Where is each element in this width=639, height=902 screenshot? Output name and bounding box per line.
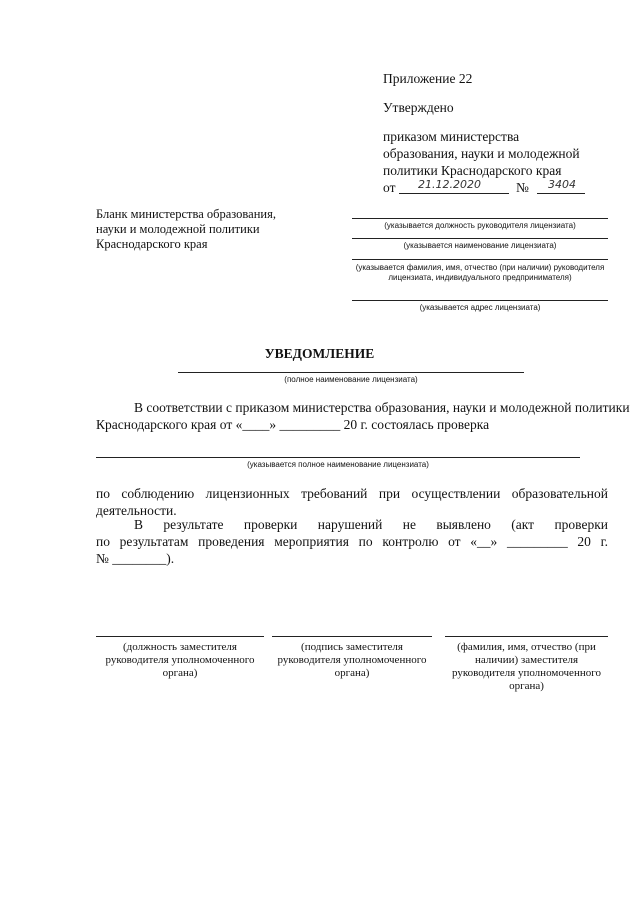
signature-position-line xyxy=(96,636,264,637)
order-number-handwritten: 3404 xyxy=(548,178,576,191)
para2-line-2: деятельности. xyxy=(96,503,177,518)
recipient-fio-line xyxy=(352,259,608,260)
full-name-caption: (полное наименование лицензиата) xyxy=(284,375,418,384)
order-line-1: приказом министерства xyxy=(383,129,520,144)
signature-position-caption-2: руководителя уполномоченного xyxy=(105,654,255,666)
recipient-name-line xyxy=(352,238,608,239)
full-name-line-2 xyxy=(96,457,580,458)
signature-fio-caption-1: (фамилия, имя, отчество (при xyxy=(457,641,596,653)
full-name-line xyxy=(178,372,524,373)
para3-line-1: В результате проверки нарушений не выявлено (акт проверки xyxy=(134,517,608,532)
notice-title: УВЕДОМЛЕНИЕ xyxy=(264,346,375,361)
para3-line-3: № ________). xyxy=(96,551,175,566)
signature-fio-caption xyxy=(445,641,608,693)
order-number-underline xyxy=(537,193,585,194)
order-number-label: № xyxy=(516,180,529,195)
signature-sign-caption-2: руководителя уполномоченного xyxy=(277,654,427,666)
recipient-position-line xyxy=(352,218,608,219)
letterhead-line-2: науки и молодежной политики xyxy=(96,222,260,236)
signature-fio-caption-3: руководителя уполномоченного xyxy=(452,667,601,679)
signature-sign-caption-3: органа) xyxy=(334,667,370,679)
order-date-underline xyxy=(399,193,509,194)
recipient-name-caption: (указывается наименование лицензиата) xyxy=(403,241,557,250)
letterhead-line-1: Бланк министерства образования, xyxy=(96,207,276,221)
para1-line-2: Краснодарского края от «____» _________ 20 г. состоялась проверка xyxy=(96,417,490,432)
letterhead-line-3: Краснодарского края xyxy=(96,237,208,251)
recipient-address-line xyxy=(352,300,608,301)
para1-line-1: В соответствии с приказом министерства образования, науки и молодежной политики xyxy=(134,400,630,415)
signature-sign-caption xyxy=(272,641,432,680)
signature-fio-line xyxy=(445,636,608,637)
appendix-title: Приложение 22 xyxy=(383,71,473,86)
para2-line-1: по соблюдению лицензионных требований при осуществлении образовательной xyxy=(96,486,608,501)
signature-position-caption xyxy=(96,641,264,680)
recipient-fio-caption-2: лицензиата, индивидуального предпринимателя) xyxy=(388,273,572,282)
signature-position-caption-3: органа) xyxy=(162,667,198,679)
order-line-3: политики Краснодарского края xyxy=(383,163,562,178)
signature-sign-line xyxy=(272,636,432,637)
signature-fio-caption-2: наличии) заместителя xyxy=(474,654,579,666)
recipient-fio-caption-1: (указывается фамилия, имя, отчество (при наличии) руководителя xyxy=(355,263,605,272)
full-name-caption-2: (указывается полное наименование лицензиата) xyxy=(247,460,429,469)
signature-sign-caption-1: (подпись заместителя xyxy=(301,641,403,653)
signature-fio-caption-4: органа) xyxy=(509,680,544,692)
order-from-label: от xyxy=(383,180,396,195)
order-line-2: образования, науки и молодежной xyxy=(383,146,580,161)
recipient-address-caption: (указывается адрес лицензиата) xyxy=(419,303,541,312)
order-date-handwritten: 21.12.2020 xyxy=(418,178,481,191)
para3-line-2: по результатам проведения мероприятия по контролю от «__» _________ 20 г. xyxy=(96,534,608,549)
approved-label: Утверждено xyxy=(383,100,454,115)
signature-position-caption-1: (должность заместителя xyxy=(123,641,237,653)
recipient-position-caption: (указывается должность руководителя лицензиата) xyxy=(384,221,576,230)
